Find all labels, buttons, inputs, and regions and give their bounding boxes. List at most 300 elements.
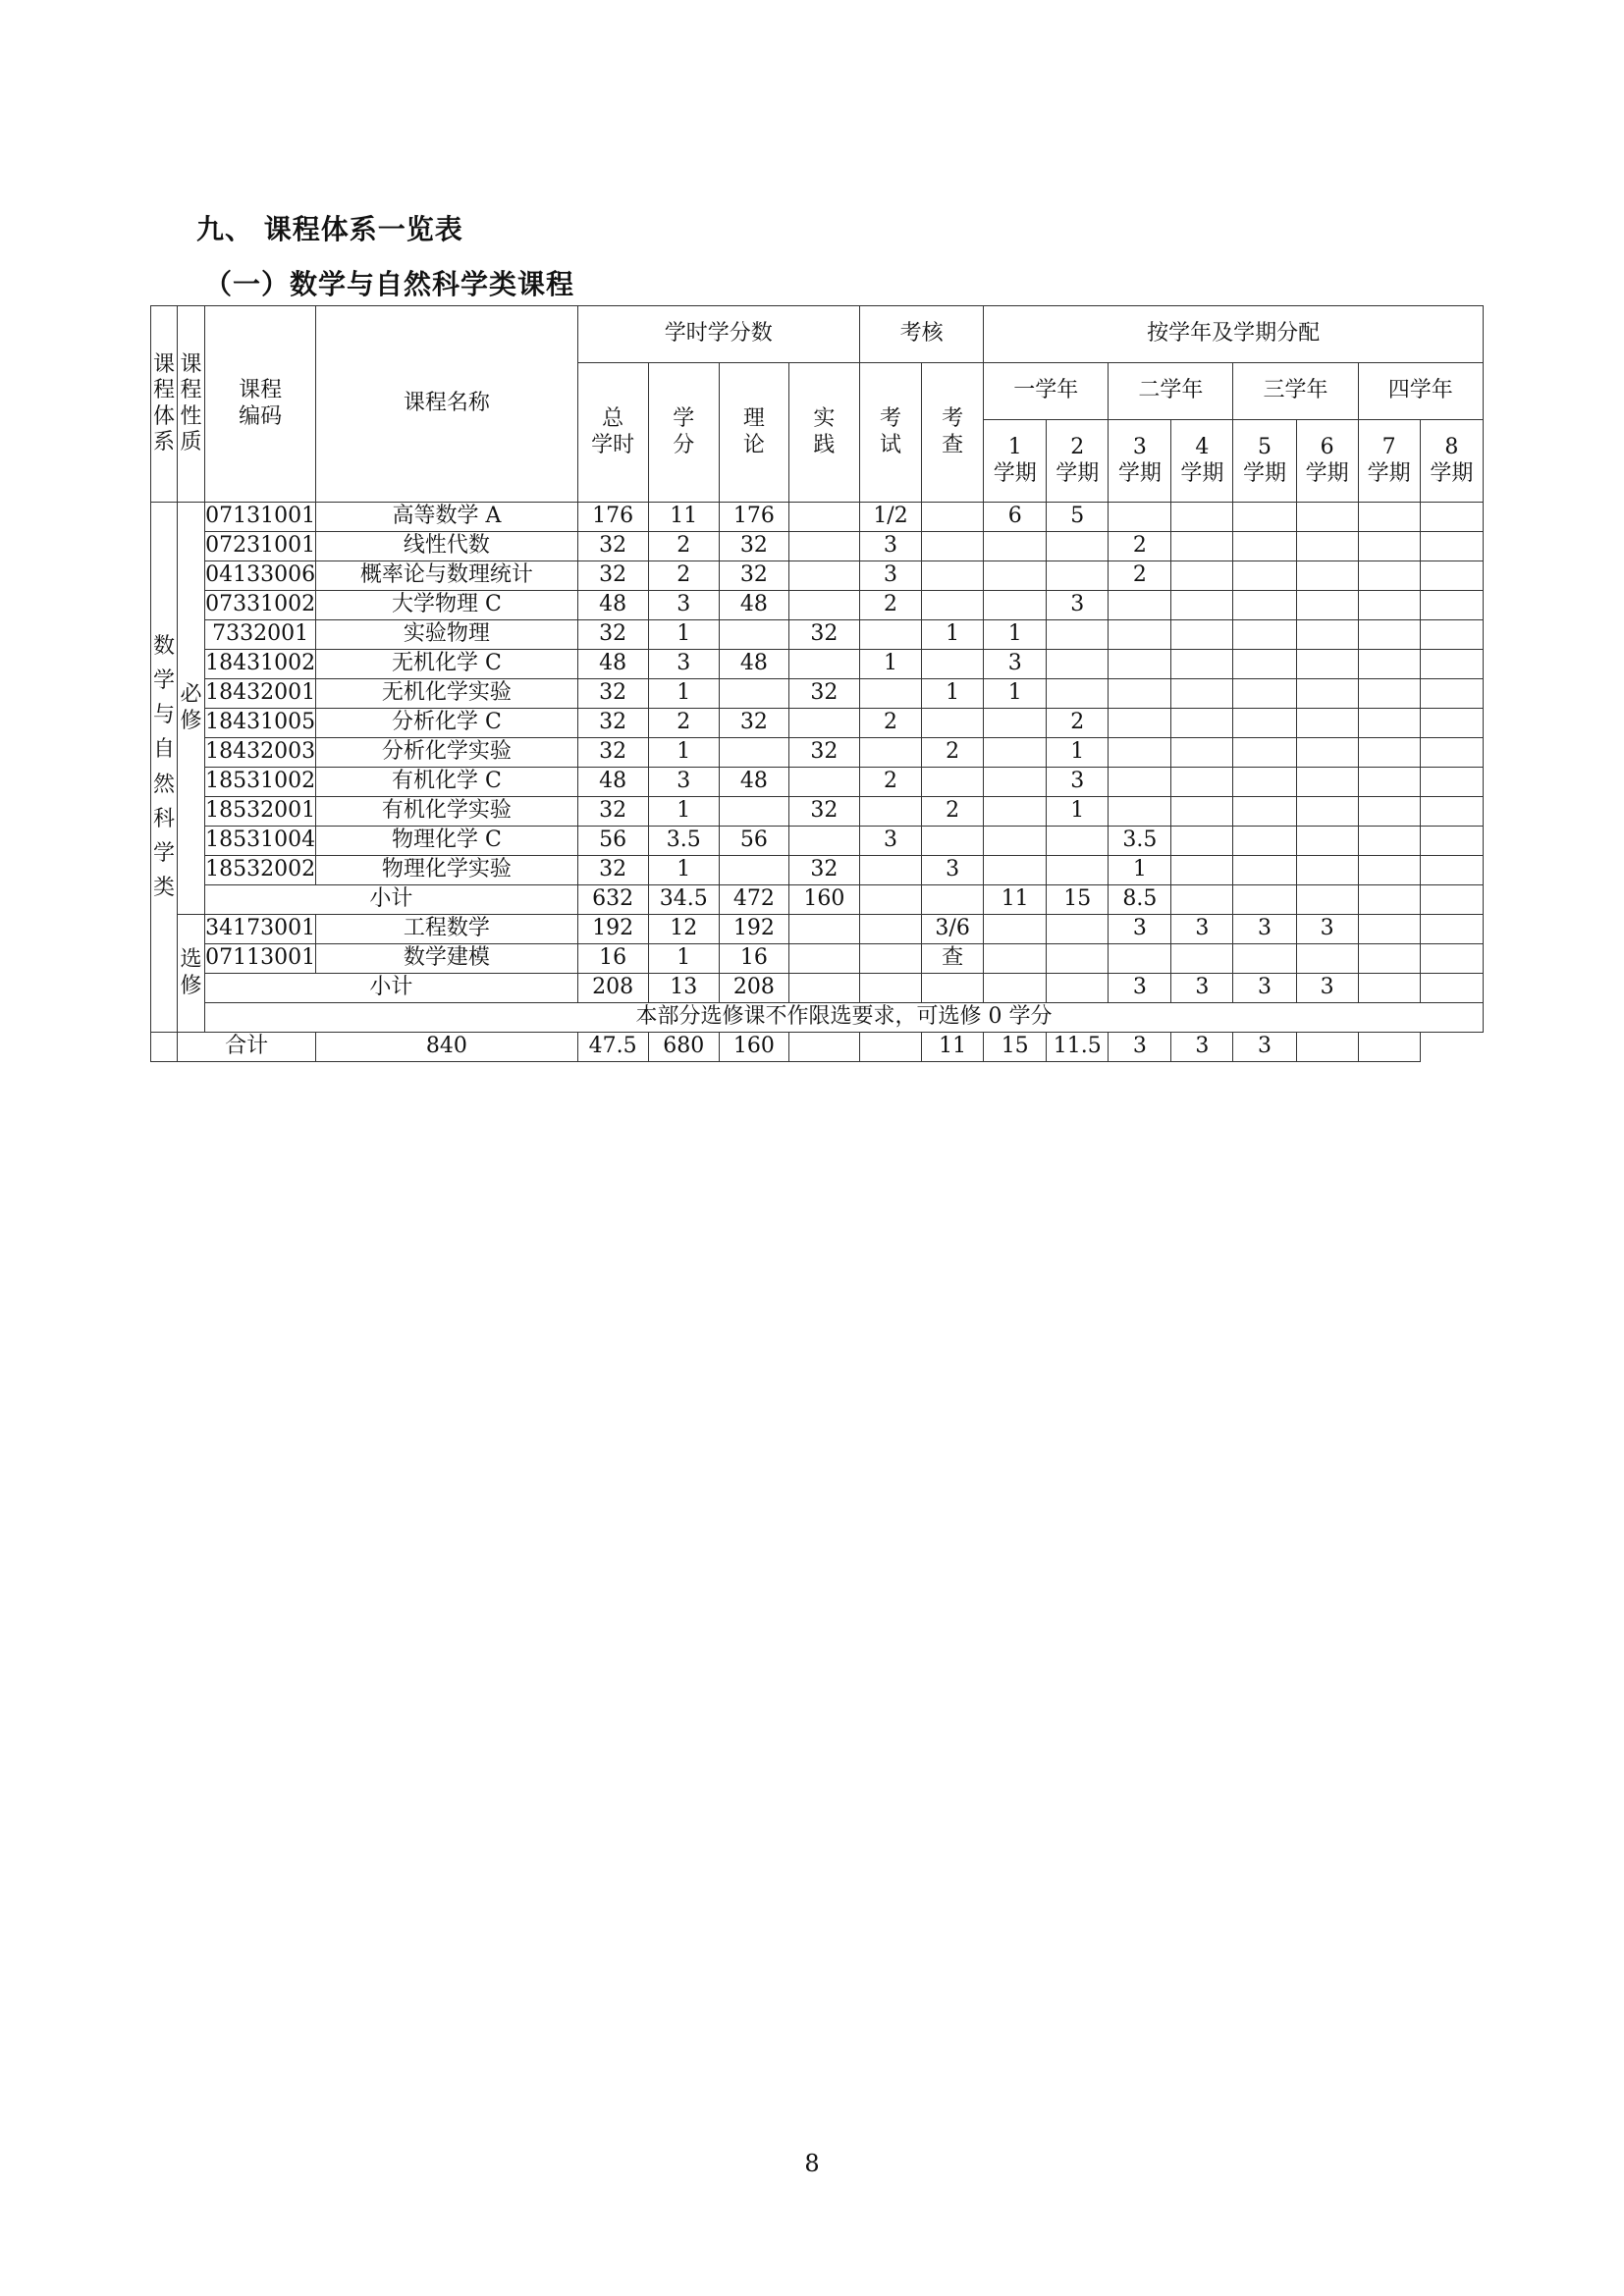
header-total-hours-text: 总 学时 xyxy=(591,406,635,457)
cell-theory: 48 xyxy=(719,650,788,679)
cell-sem7 xyxy=(1358,885,1420,915)
cell-sem5: 3 xyxy=(1171,1033,1233,1062)
cell-course-name: 实验物理 xyxy=(316,620,577,650)
table-row xyxy=(151,915,1484,944)
table-row xyxy=(151,827,1484,856)
cell-total-hours: 632 xyxy=(577,885,648,915)
header-sem-5: 5 学期 xyxy=(1233,420,1296,503)
cell-exam: 2 xyxy=(859,591,921,620)
cell-theory: 680 xyxy=(648,1033,719,1062)
cell-sem2: 2 xyxy=(1047,709,1109,738)
cell-sem7 xyxy=(1358,856,1420,885)
cell-sem4 xyxy=(1171,827,1233,856)
cell-credits: 12 xyxy=(648,915,719,944)
cell-sem7 xyxy=(1358,532,1420,561)
cell-theory: 48 xyxy=(719,591,788,620)
cell-check xyxy=(922,709,984,738)
cell-sem1 xyxy=(984,738,1047,768)
header-practice xyxy=(788,363,859,503)
header-theory xyxy=(719,363,788,503)
cell-credits: 2 xyxy=(648,561,719,591)
cell-exam xyxy=(859,738,921,768)
cell-course-code: 18531002 xyxy=(205,768,316,797)
note-row xyxy=(151,1003,1484,1033)
cell-sem6: 3 xyxy=(1296,974,1358,1003)
cell-course-name: 有机化学实验 xyxy=(316,797,577,827)
cell-sem2 xyxy=(1047,561,1109,591)
table-row xyxy=(151,797,1484,827)
cell-sem4 xyxy=(1171,709,1233,738)
cell-sem1: 3 xyxy=(984,650,1047,679)
cell-sem2 xyxy=(1047,856,1109,885)
cell-sem3: 2 xyxy=(1109,561,1171,591)
cell-practice: 32 xyxy=(788,738,859,768)
cell-total-hours: 32 xyxy=(577,738,648,768)
header-sem-7: 7 学期 xyxy=(1358,420,1420,503)
cell-check xyxy=(922,503,984,532)
header-year1: 一学年 xyxy=(984,363,1109,420)
cell-check: 3/6 xyxy=(922,915,984,944)
table-row xyxy=(151,591,1484,620)
cell-check: 3 xyxy=(922,856,984,885)
cell-sem4 xyxy=(1171,591,1233,620)
cell-sem2: 3 xyxy=(1047,591,1109,620)
header-practice-text: 实 践 xyxy=(813,406,836,457)
cell-sem6 xyxy=(1296,738,1358,768)
cell-exam xyxy=(859,885,921,915)
cell-sem3: 3.5 xyxy=(1109,827,1171,856)
cell-sem1: 1 xyxy=(984,620,1047,650)
cell-sem2: 5 xyxy=(1047,503,1109,532)
subtotal-label: 小计 xyxy=(205,885,578,915)
cell-sem6 xyxy=(1296,944,1358,974)
header-year3: 三学年 xyxy=(1233,363,1358,420)
cell-credits: 1 xyxy=(648,944,719,974)
cell-course-name: 大学物理 C xyxy=(316,591,577,620)
cell-total-hours: 32 xyxy=(577,620,648,650)
cell-sem8 xyxy=(1420,944,1483,974)
cell-practice xyxy=(788,650,859,679)
cell-sem5 xyxy=(1233,709,1296,738)
cell-course-name: 高等数学 A xyxy=(316,503,577,532)
header-row-1 xyxy=(151,306,1484,363)
cell-course-name: 线性代数 xyxy=(316,532,577,561)
header-credits xyxy=(648,363,719,503)
cell-total-hours: 176 xyxy=(577,503,648,532)
cell-sem6 xyxy=(1296,532,1358,561)
cell-sem8 xyxy=(1420,591,1483,620)
subtotal-label: 小计 xyxy=(205,974,578,1003)
cell-sem8 xyxy=(1420,709,1483,738)
cell-theory: 48 xyxy=(719,768,788,797)
cell-course-code: 07113001 xyxy=(205,944,316,974)
cell-sem7 xyxy=(1358,591,1420,620)
cell-sem3 xyxy=(1109,768,1171,797)
cell-theory xyxy=(719,856,788,885)
cell-sem4: 3 xyxy=(1171,915,1233,944)
cell-sem6 xyxy=(1296,856,1358,885)
cell-sem1 xyxy=(984,532,1047,561)
cell-course-code: 04133006 xyxy=(205,561,316,591)
cell-sem4 xyxy=(1171,679,1233,709)
header-sem-1: 1 学期 xyxy=(984,420,1047,503)
header-nature xyxy=(178,306,205,503)
cell-sem5 xyxy=(1233,944,1296,974)
cell-theory: 16 xyxy=(719,944,788,974)
cell-total-hours: 48 xyxy=(577,650,648,679)
header-theory-text: 理 论 xyxy=(742,406,765,457)
cell-sem3 xyxy=(1109,738,1171,768)
cell-exam: 3 xyxy=(859,532,921,561)
header-name: 课程名称 xyxy=(316,306,577,503)
cell-practice xyxy=(788,532,859,561)
cell-check xyxy=(922,591,984,620)
cell-sem2 xyxy=(1047,532,1109,561)
cell-sem7 xyxy=(1358,768,1420,797)
cell-sem6 xyxy=(1296,503,1358,532)
cell-sem3: 2 xyxy=(1109,532,1171,561)
cell-sem7 xyxy=(1358,503,1420,532)
cell-sem2 xyxy=(1047,620,1109,650)
cell-total-hours: 16 xyxy=(577,944,648,974)
cell-total-hours: 56 xyxy=(577,827,648,856)
cell-sem5 xyxy=(1233,503,1296,532)
table-row xyxy=(151,738,1484,768)
header-total-hours xyxy=(577,363,648,503)
cell-sem1 xyxy=(984,944,1047,974)
cell-course-code: 07231001 xyxy=(205,532,316,561)
cell-course-name: 概率论与数理统计 xyxy=(316,561,577,591)
header-assessment: 考核 xyxy=(859,306,983,363)
cell-sem3: 11.5 xyxy=(1047,1033,1109,1062)
elective-label-cell xyxy=(178,915,205,1033)
cell-sem1 xyxy=(984,974,1047,1003)
cell-sem6: 3 xyxy=(1233,1033,1296,1062)
cell-sem5 xyxy=(1233,797,1296,827)
table-row xyxy=(151,503,1484,532)
cell-sem1 xyxy=(984,591,1047,620)
page-number: 8 xyxy=(804,2150,820,2177)
cell-sem3: 8.5 xyxy=(1109,885,1171,915)
cell-theory xyxy=(719,679,788,709)
cell-sem6 xyxy=(1296,885,1358,915)
cell-sem5 xyxy=(1233,591,1296,620)
cell-check xyxy=(922,885,984,915)
cell-exam: 1/2 xyxy=(859,503,921,532)
cell-total-hours: 32 xyxy=(577,679,648,709)
cell-sem6 xyxy=(1296,709,1358,738)
cell-sem6 xyxy=(1296,797,1358,827)
cell-practice: 160 xyxy=(788,885,859,915)
cell-sem3 xyxy=(1109,679,1171,709)
cell-course-name: 分析化学实验 xyxy=(316,738,577,768)
cell-sem7 xyxy=(1358,679,1420,709)
cell-credits: 2 xyxy=(648,532,719,561)
cell-check: 2 xyxy=(922,797,984,827)
cell-exam xyxy=(859,797,921,827)
cell-sem3 xyxy=(1109,650,1171,679)
cell-sem7 xyxy=(1358,561,1420,591)
cell-sem3 xyxy=(1109,797,1171,827)
cell-sem7 xyxy=(1358,944,1420,974)
header-credits-text: 学 分 xyxy=(673,406,695,457)
total-blank-cell xyxy=(151,1033,178,1062)
header-nature-text: 课 程 性 质 xyxy=(180,351,202,454)
cell-sem5 xyxy=(1233,650,1296,679)
cell-credits: 1 xyxy=(648,620,719,650)
cell-sem7 xyxy=(1296,1033,1358,1062)
cell-theory xyxy=(719,620,788,650)
cell-credits: 34.5 xyxy=(648,885,719,915)
subtotal-row xyxy=(151,885,1484,915)
cell-sem5: 3 xyxy=(1233,974,1296,1003)
cell-check xyxy=(922,827,984,856)
table-row xyxy=(151,679,1484,709)
header-system xyxy=(151,306,178,503)
cell-sem8 xyxy=(1420,679,1483,709)
cell-course-code: 18532001 xyxy=(205,797,316,827)
cell-sem6 xyxy=(1296,650,1358,679)
cell-sem3 xyxy=(1109,944,1171,974)
cell-course-code: 07131001 xyxy=(205,503,316,532)
cell-course-name: 无机化学实验 xyxy=(316,679,577,709)
cell-total-hours: 32 xyxy=(577,561,648,591)
cell-theory: 192 xyxy=(719,915,788,944)
cell-sem8 xyxy=(1420,885,1483,915)
cell-course-name: 分析化学 C xyxy=(316,709,577,738)
cell-sem2 xyxy=(1047,915,1109,944)
cell-sem6 xyxy=(1296,768,1358,797)
cell-check xyxy=(859,1033,921,1062)
cell-sem8 xyxy=(1420,532,1483,561)
cell-check xyxy=(922,532,984,561)
elective-note: 本部分选修课不作限选要求，可选修 0 学分 xyxy=(205,1003,1484,1033)
cell-sem4 xyxy=(1171,532,1233,561)
cell-sem5 xyxy=(1233,827,1296,856)
header-sem-6: 6 学期 xyxy=(1296,420,1358,503)
table-row xyxy=(151,561,1484,591)
cell-total-hours: 208 xyxy=(577,974,648,1003)
cell-sem1 xyxy=(984,915,1047,944)
cell-check xyxy=(922,974,984,1003)
cell-course-code: 18432003 xyxy=(205,738,316,768)
cell-sem8 xyxy=(1420,827,1483,856)
header-code-text: 课程 编码 xyxy=(239,378,283,429)
cell-practice xyxy=(788,827,859,856)
cell-sem2: 15 xyxy=(1047,885,1109,915)
cell-total-hours: 32 xyxy=(577,709,648,738)
table-row xyxy=(151,856,1484,885)
cell-sem8 xyxy=(1420,503,1483,532)
cell-practice xyxy=(788,503,859,532)
subsection-title: （一）数学与自然科学类课程 xyxy=(204,268,575,300)
cell-sem7 xyxy=(1358,709,1420,738)
cell-course-code: 07331002 xyxy=(205,591,316,620)
table-row xyxy=(151,620,1484,650)
cell-sem4 xyxy=(1171,768,1233,797)
cell-sem1: 11 xyxy=(984,885,1047,915)
elective-label: 选 修 xyxy=(180,947,202,998)
cell-sem6 xyxy=(1296,679,1358,709)
cell-sem8 xyxy=(1420,561,1483,591)
cell-practice xyxy=(788,944,859,974)
cell-check: 2 xyxy=(922,738,984,768)
cell-theory: 32 xyxy=(719,532,788,561)
cell-credits: 1 xyxy=(648,856,719,885)
table-row xyxy=(151,944,1484,974)
cell-sem5 xyxy=(1233,885,1296,915)
cell-credits: 11 xyxy=(648,503,719,532)
cell-sem3: 3 xyxy=(1109,974,1171,1003)
cell-sem4 xyxy=(1171,738,1233,768)
cell-sem6 xyxy=(1296,827,1358,856)
cell-sem2 xyxy=(1047,827,1109,856)
cell-credits: 3 xyxy=(648,768,719,797)
cell-exam: 1 xyxy=(859,650,921,679)
cell-sem5 xyxy=(1233,620,1296,650)
cell-exam xyxy=(859,944,921,974)
header-exam xyxy=(859,363,921,503)
cell-sem4 xyxy=(1171,944,1233,974)
cell-course-code: 18431002 xyxy=(205,650,316,679)
cell-check: 1 xyxy=(922,679,984,709)
cell-exam: 3 xyxy=(859,561,921,591)
cell-total-hours: 32 xyxy=(577,797,648,827)
cell-sem7 xyxy=(1358,620,1420,650)
header-code xyxy=(205,306,316,503)
cell-exam: 2 xyxy=(859,768,921,797)
cell-course-code: 34173001 xyxy=(205,915,316,944)
cell-sem8 xyxy=(1420,915,1483,944)
cell-credits: 3.5 xyxy=(648,827,719,856)
header-sem-3: 3 学期 xyxy=(1109,420,1171,503)
cell-sem7 xyxy=(1358,738,1420,768)
cell-sem8 xyxy=(1420,768,1483,797)
cell-credits: 1 xyxy=(648,679,719,709)
cell-practice xyxy=(788,768,859,797)
cell-sem1 xyxy=(984,827,1047,856)
cell-course-code: 18532002 xyxy=(205,856,316,885)
cell-sem2: 15 xyxy=(984,1033,1047,1062)
cell-practice xyxy=(788,915,859,944)
cell-exam: 2 xyxy=(859,709,921,738)
required-label-cell xyxy=(178,503,205,915)
cell-sem5: 3 xyxy=(1233,915,1296,944)
cell-course-code: 18432001 xyxy=(205,679,316,709)
cell-sem4 xyxy=(1171,650,1233,679)
cell-sem3 xyxy=(1109,591,1171,620)
course-table xyxy=(150,305,1484,1062)
cell-practice: 32 xyxy=(788,679,859,709)
header-sem-8: 8 学期 xyxy=(1420,420,1483,503)
table-row xyxy=(151,768,1484,797)
cell-sem4 xyxy=(1171,797,1233,827)
cell-total-hours: 840 xyxy=(316,1033,577,1062)
cell-exam xyxy=(859,620,921,650)
cell-theory: 208 xyxy=(719,974,788,1003)
cell-sem8 xyxy=(1420,620,1483,650)
cell-practice: 32 xyxy=(788,620,859,650)
cell-credits: 47.5 xyxy=(577,1033,648,1062)
cell-theory xyxy=(719,797,788,827)
cell-sem6 xyxy=(1296,591,1358,620)
cell-sem8 xyxy=(1420,856,1483,885)
group-label-cell xyxy=(151,503,178,1033)
cell-practice xyxy=(788,561,859,591)
cell-sem2 xyxy=(1047,974,1109,1003)
cell-exam xyxy=(859,974,921,1003)
cell-sem1: 6 xyxy=(984,503,1047,532)
cell-practice: 32 xyxy=(788,797,859,827)
cell-check: 1 xyxy=(922,620,984,650)
cell-theory: 472 xyxy=(719,885,788,915)
header-distribution: 按学年及学期分配 xyxy=(984,306,1484,363)
cell-sem8 xyxy=(1420,974,1483,1003)
cell-practice: 160 xyxy=(719,1033,788,1062)
cell-sem1 xyxy=(984,797,1047,827)
cell-check xyxy=(922,650,984,679)
table-row xyxy=(151,650,1484,679)
cell-sem3 xyxy=(1109,709,1171,738)
cell-sem1 xyxy=(984,856,1047,885)
cell-exam xyxy=(859,679,921,709)
cell-sem4 xyxy=(1171,885,1233,915)
cell-sem7 xyxy=(1358,974,1420,1003)
cell-course-name: 物理化学实验 xyxy=(316,856,577,885)
cell-sem3: 1 xyxy=(1109,856,1171,885)
cell-sem5 xyxy=(1233,561,1296,591)
cell-sem1 xyxy=(984,709,1047,738)
cell-sem1: 11 xyxy=(922,1033,984,1062)
table-row xyxy=(151,709,1484,738)
cell-theory xyxy=(719,738,788,768)
cell-sem8 xyxy=(1420,738,1483,768)
cell-check: 查 xyxy=(922,944,984,974)
cell-theory: 56 xyxy=(719,827,788,856)
cell-sem4: 3 xyxy=(1109,1033,1171,1062)
cell-sem2: 1 xyxy=(1047,738,1109,768)
cell-sem4: 3 xyxy=(1171,974,1233,1003)
cell-total-hours: 192 xyxy=(577,915,648,944)
cell-sem3: 3 xyxy=(1109,915,1171,944)
group-label: 数 学 与 自 然 科 学 类 xyxy=(153,633,176,901)
cell-course-name: 工程数学 xyxy=(316,915,577,944)
cell-sem7 xyxy=(1358,650,1420,679)
cell-sem6 xyxy=(1296,561,1358,591)
cell-practice xyxy=(788,974,859,1003)
total-row xyxy=(151,1033,1484,1062)
cell-sem6: 3 xyxy=(1296,915,1358,944)
table-row xyxy=(151,532,1484,561)
total-label: 合计 xyxy=(178,1033,316,1062)
cell-credits: 3 xyxy=(648,650,719,679)
cell-practice xyxy=(788,709,859,738)
cell-theory: 32 xyxy=(719,561,788,591)
cell-sem5 xyxy=(1233,856,1296,885)
cell-sem1: 1 xyxy=(984,679,1047,709)
subtotal-row xyxy=(151,974,1484,1003)
cell-exam xyxy=(859,856,921,885)
cell-sem5 xyxy=(1233,679,1296,709)
header-sem-2: 2 学期 xyxy=(1047,420,1109,503)
cell-theory: 176 xyxy=(719,503,788,532)
cell-practice: 32 xyxy=(788,856,859,885)
cell-course-code: 7332001 xyxy=(205,620,316,650)
cell-course-name: 物理化学 C xyxy=(316,827,577,856)
header-check-text: 考 查 xyxy=(942,406,964,457)
cell-credits: 13 xyxy=(648,974,719,1003)
header-check xyxy=(922,363,984,503)
